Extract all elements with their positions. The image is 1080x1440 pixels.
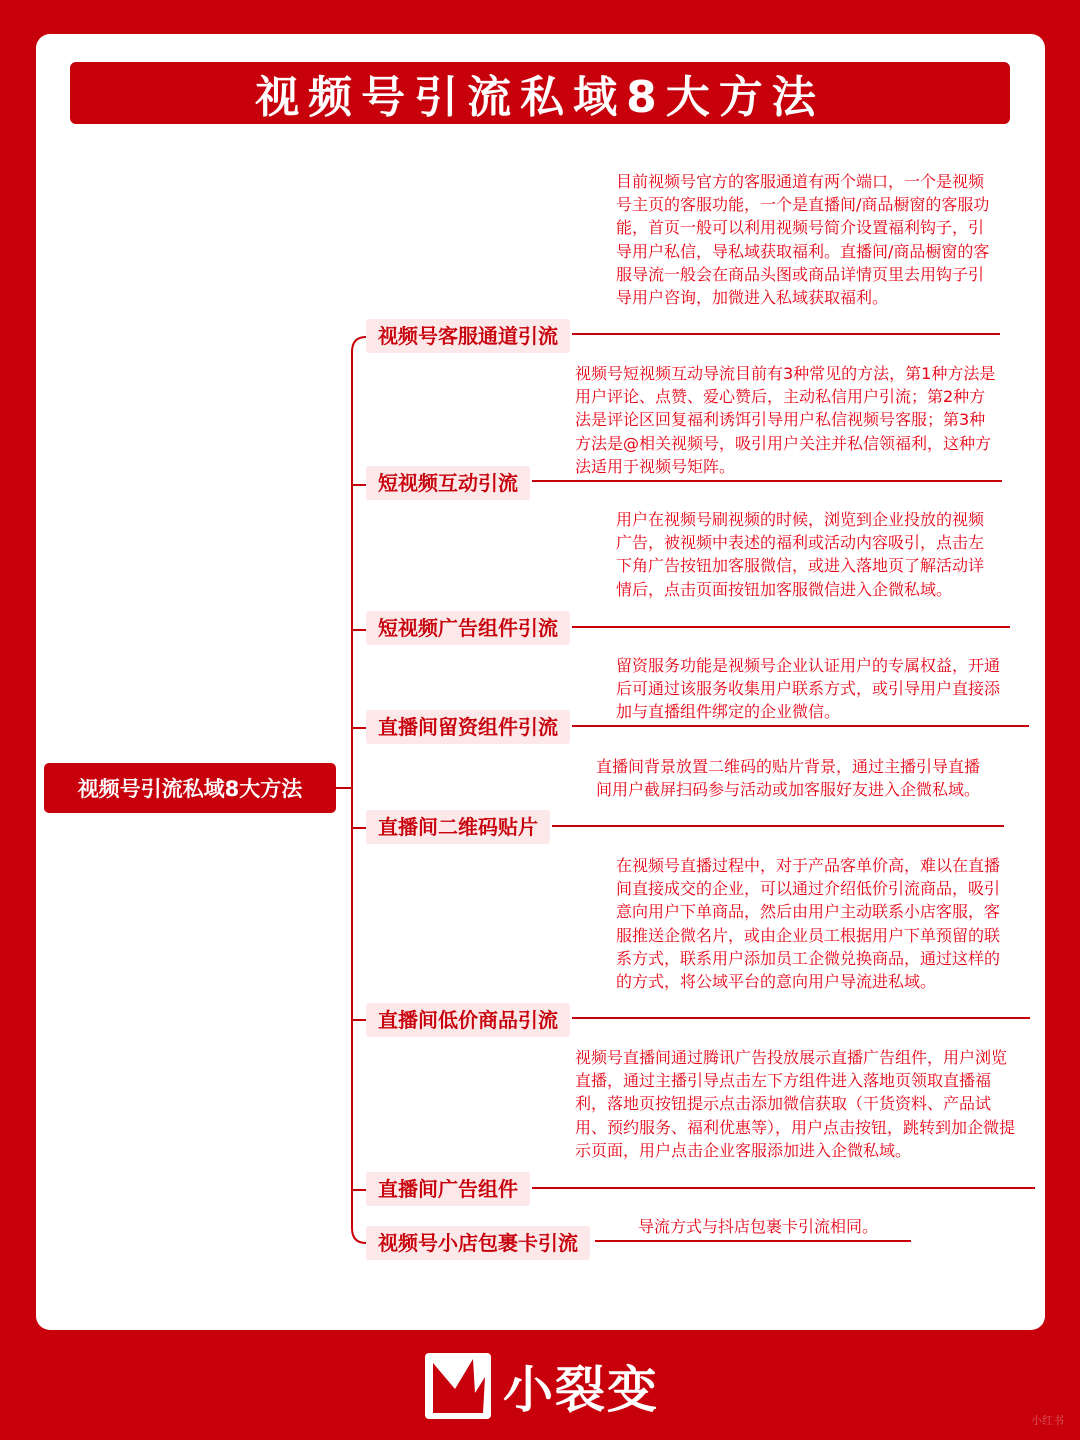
branch-desc-6: 在视频号直播过程中，对于产品客单价高，难以在直播间直接成交的企业，可以通过介绍低价引流商品，吸引意向用户下单商品，然后由用户主动联系小店客服，客服推送企微名片，或由企业员工根据用户下单预留的联系方式，联系用户添加员工企微兑换商品，通过这样的的方式，将公域平台的意向用户导流进私域。 xyxy=(616,856,1001,992)
branch-underline-7 xyxy=(532,1187,1035,1189)
branch-label-4: 直播间留资组件引流 xyxy=(366,710,570,744)
branch-desc-3: 用户在视频号刷视频的时候，浏览到企业投放的视频广告，被视频中表述的福利或活动内容吸引，点击左下角广告按钮加客服微信，或进入落地页了解活动详情后，点击页面按钮加客服微信进入企微私域。 xyxy=(616,510,985,599)
branch-label-7: 直播间广告组件 xyxy=(366,1172,530,1206)
branch-underline-3 xyxy=(572,626,1010,628)
page-title: 视频号引流私域8大方法 xyxy=(70,62,1010,124)
branch-underline-2 xyxy=(532,480,1002,482)
branch-label-2: 短视频互动引流 xyxy=(366,466,530,500)
branch-desc-8: 导流方式与抖店包裹卡引流相同。 xyxy=(638,1217,879,1236)
watermark: 小红书 xyxy=(1031,1414,1064,1427)
branch-underline-1 xyxy=(572,333,1000,335)
lightning-icon xyxy=(425,1353,491,1419)
connector-spine xyxy=(352,337,366,1243)
branch-desc-7: 视频号直播间通过腾讯广告投放展示直播广告组件，用户浏览直播，通过主播引导点击左下方组件进入落地页领取直播福利，落地页按钮提示点击添加微信获取（干货资料、产品试用、预约服务、福利优惠等），用户点击按钮，跳转到加企微提示页面，用户点击企业客服添加进入企微私域。 xyxy=(575,1048,1016,1160)
branch-desc-5: 直播间背景放置二维码的贴片背景，通过主播引导直播间用户截屏扫码参与活动或加客服好友进入企微私域。 xyxy=(596,757,981,800)
branch-label-5: 直播间二维码贴片 xyxy=(366,810,550,844)
branch-desc-1: 目前视频号官方的客服通道有两个端口，一个是视频号主页的客服功能，一个是直播间/商品橱窗的客服功能，首页一般可以利用视频号简介设置福利钩子，引导用户私信，导私域获取福利。直播间/商品橱窗的客服导流一般会在商品头图或商品详情页里去用钩子引导用户咨询，加微进入私域获取福利。 xyxy=(616,172,990,308)
branch-underline-5 xyxy=(552,825,1004,827)
branch-underline-4 xyxy=(572,725,1029,727)
branch-desc-2: 视频号短视频互动导流目前有3种常见的方法，第1种方法是用户评论、点赞、爱心赞后，主动私信用户引流；第2种方法是评论区回复福利诱饵引导用户私信视频号客服；第3种方法是@相关视频号，吸引用户关注并私信领福利，这种方法适用于视频号矩阵。 xyxy=(575,364,996,476)
branch-label-8: 视频号小店包裹卡引流 xyxy=(366,1226,590,1260)
root-node: 视频号引流私域8大方法 xyxy=(44,763,336,813)
branch-underline-6 xyxy=(572,1017,1030,1019)
branch-label-1: 视频号客服通道引流 xyxy=(366,319,570,353)
brand-name: 小裂变 xyxy=(503,1361,659,1419)
branch-desc-4: 留资服务功能是视频号企业认证用户的专属权益，开通后可通过该服务收集用户联系方式，或引导用户直接添加与直播组件绑定的企业微信。 xyxy=(616,656,1001,722)
branch-underline-8 xyxy=(595,1240,911,1242)
branch-label-3: 短视频广告组件引流 xyxy=(366,611,570,645)
brand-logo xyxy=(425,1350,659,1422)
branch-label-6: 直播间低价商品引流 xyxy=(366,1003,570,1037)
